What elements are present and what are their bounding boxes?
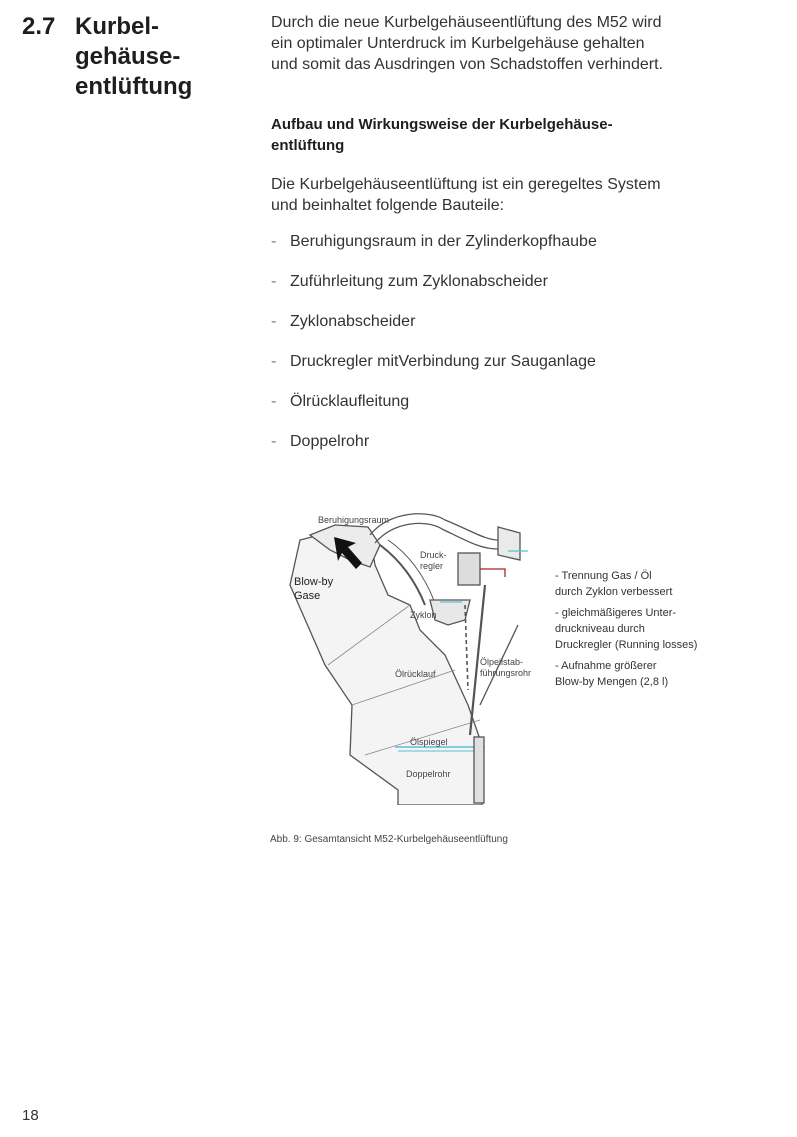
- intro-line: und somit das Ausdringen von Schadstoffen verhindert.: [271, 56, 663, 73]
- engine-crankcase-drawing: [270, 505, 530, 805]
- list-item-text: Beruhigungsraum in der Zylinderkopfhaube: [290, 233, 597, 250]
- note-line: druckniveau durch: [555, 623, 645, 635]
- label-oelpeilstab: [480, 657, 531, 679]
- component-list: [271, 232, 597, 472]
- note-line: - gleichmäßigeres Unter-: [555, 607, 677, 619]
- list-item-text: Ölrücklaufleitung: [290, 393, 410, 410]
- label-line: regler: [420, 561, 444, 571]
- label-oelspiegel: Ölspiegel: [410, 737, 448, 747]
- list-item: [271, 312, 597, 352]
- note-item: [555, 605, 755, 653]
- label-line: Blow-by: [294, 576, 334, 588]
- diagram-notes: [555, 568, 755, 695]
- label-oelruecklauf: Ölrücklauf: [395, 669, 436, 679]
- list-item: [271, 352, 597, 392]
- list-dash: -: [271, 393, 277, 410]
- intro-line: ein optimaler Unterdruck im Kurbelgehäuse gehalten: [271, 35, 645, 52]
- description-line: und beinhaltet folgende Bauteile:: [271, 197, 505, 214]
- hose-to-cyclone: [375, 523, 498, 549]
- label-beruhigungsraum: Beruhigungsraum: [318, 515, 390, 525]
- list-item: [271, 232, 597, 272]
- intro-paragraph: [271, 12, 781, 75]
- label-blowby: [294, 575, 333, 603]
- note-item: [555, 658, 755, 690]
- note-line: Druckregler (Running losses): [555, 639, 698, 651]
- list-item: [271, 432, 597, 472]
- intake-connection: [498, 527, 520, 560]
- label-zyklon: Zyklon: [410, 610, 437, 620]
- arrow-icon: [326, 533, 366, 573]
- label-druckregler: [420, 550, 447, 572]
- list-item: [271, 272, 597, 312]
- subheading-line: entlüftung: [271, 137, 345, 154]
- list-item: [271, 392, 597, 432]
- subheading: [271, 114, 781, 156]
- label-doppelrohr: Doppelrohr: [406, 769, 451, 779]
- figure-caption: Abb. 9: Gesamtansicht M52-Kurbelgehäuseentlüftung: [270, 834, 508, 845]
- double-pipe: [474, 737, 484, 803]
- list-dash: -: [271, 433, 277, 450]
- note-line: durch Zyklon verbessert: [555, 586, 673, 598]
- page-number: 18: [22, 1107, 39, 1124]
- subheading-line: Aufbau und Wirkungsweise der Kurbelgehäuse-: [271, 116, 613, 133]
- intro-line: Durch die neue Kurbelgehäuseentlüftung des M52 wird: [271, 14, 662, 31]
- pressure-regulator: [458, 553, 480, 585]
- list-item-text: Doppelrohr: [290, 433, 370, 450]
- label-line: Druck-: [420, 550, 447, 560]
- engine-block-outline: [290, 530, 482, 805]
- description-line: Die Kurbelgehäuseentlüftung ist ein geregeltes System: [271, 176, 661, 193]
- hose-to-cyclone: [370, 514, 508, 543]
- label-line: Gase: [294, 590, 321, 602]
- note-line: - Aufnahme größerer: [555, 660, 657, 672]
- note-item: [555, 568, 755, 600]
- label-line: führungsrohr: [480, 668, 532, 678]
- list-dash: -: [271, 313, 277, 330]
- section-title-line: Kurbel-: [75, 13, 159, 40]
- section-number: 2.7: [22, 13, 56, 40]
- label-line: Ölpeilstab-: [480, 657, 524, 667]
- list-dash: -: [271, 273, 277, 290]
- note-line: - Trennung Gas / Öl: [555, 570, 652, 582]
- list-dash: -: [271, 353, 277, 370]
- list-item-text: Druckregler mitVerbindung zur Sauganlage: [290, 353, 596, 370]
- section-title-line: gehäuse-: [75, 43, 181, 70]
- note-line: Blow-by Mengen (2,8 l): [555, 676, 669, 688]
- section-title: [75, 12, 245, 102]
- list-item-text: Zuführleitung zum Zyklonabscheider: [290, 273, 548, 290]
- regulator-to-intake: [480, 569, 505, 577]
- description-paragraph: [271, 174, 781, 216]
- section-title-line: entlüftung: [75, 73, 193, 100]
- list-dash: -: [271, 233, 277, 250]
- list-item-text: Zyklonabscheider: [290, 313, 416, 330]
